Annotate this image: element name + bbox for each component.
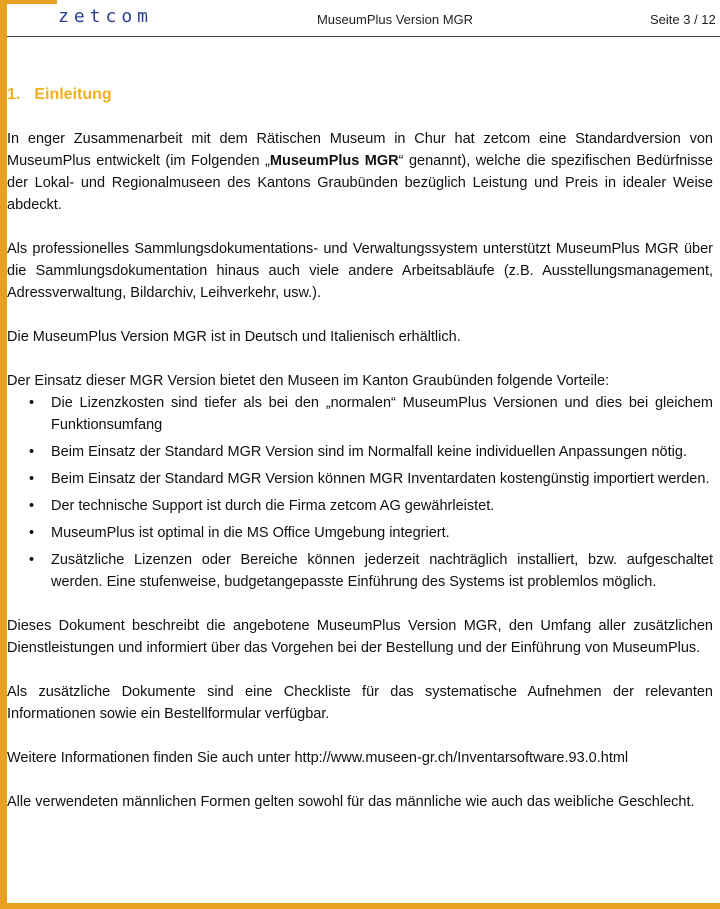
list-item-text: MuseumPlus ist optimal in die MS Office Umgebung integriert.	[51, 525, 450, 541]
bullet-icon: •	[29, 395, 35, 411]
paragraph-advantages-intro: Der Einsatz dieser MGR Version bietet den Museen im Kanton Graubünden folgende Vorteile:	[7, 373, 610, 389]
list-item	[7, 392, 713, 436]
page-left-border	[0, 0, 7, 909]
list-item-text: Beim Einsatz der Standard MGR Version können MGR Inventardaten kostengünstig importiert werden.	[51, 471, 710, 487]
section-number: 1.	[7, 86, 21, 103]
list-item	[7, 468, 713, 490]
section-heading	[7, 84, 713, 106]
list-item-text: Zusätzliche Lizenzen oder Bereiche können jederzeit nachträglich installiert, bzw. aufgeschaltet werden. Eine stufenweise, budgetangepasste Einführung des Systems ist problemlos möglich.	[51, 552, 713, 590]
paragraph-gender-note: Alle verwendeten männlichen Formen gelten sowohl für das männliche wie auch das weibliche Geschlecht.	[7, 794, 695, 810]
header-divider	[7, 36, 720, 37]
paragraph-languages: Die MuseumPlus Version MGR ist in Deutsch und Italienisch erhältlich.	[7, 329, 461, 345]
logo-accent-bar	[7, 0, 57, 4]
advantages-list	[7, 392, 713, 593]
page-body	[7, 84, 713, 835]
paragraph-intro-end: “ genannt), welche die spezifischen Bedürfnisse der Lokal- und Regionalmuseen des Kantons Graubünden bezüglich Leistung und Preis in idealer Weise abdeckt.	[7, 153, 713, 213]
paragraph-intro	[7, 128, 713, 216]
paragraph-additional-docs: Als zusätzliche Dokumente sind eine Checkliste für das systematische Aufnehmen der relevanten Informationen sowie ein Bestellformular verfügbar.	[7, 684, 713, 722]
paragraph-more-info: Weitere Informationen finden Sie auch unter http://www.museen-gr.ch/Inventarsoftware.93.0.html	[7, 750, 629, 766]
header-document-title: MuseumPlus Version MGR	[316, 12, 474, 27]
bullet-icon: •	[29, 498, 35, 514]
page-header	[0, 0, 720, 36]
list-item-text: Der technische Support ist durch die Firma zetcom AG gewährleistet.	[51, 498, 495, 514]
bullet-icon: •	[29, 471, 35, 487]
zetcom-logo: zetcom	[58, 6, 154, 27]
section-title: Einleitung	[34, 86, 112, 103]
product-name-bold: MuseumPlus MGR	[269, 153, 399, 169]
header-page-number: Seite 3 / 12	[650, 12, 716, 27]
list-item	[7, 522, 713, 544]
page-bottom-border	[0, 903, 720, 909]
paragraph-document-scope: Dieses Dokument beschreibt die angebotene MuseumPlus Version MGR, den Umfang aller zusätzlichen Dienstleistungen und informiert über das Vorgehen bei der Bestellung und der Einführung von MuseumPlus.	[7, 618, 713, 656]
paragraph-system: Als professionelles Sammlungsdokumentations- und Verwaltungssystem unterstützt MuseumPlus MGR über die Sammlungsdokumentation hinaus auch viele andere Arbeitsabläufe (z.B. Ausstellungsmanagement, Adressverwaltung, Bildarchiv, Leihverkehr, usw.).	[7, 241, 713, 301]
list-item	[7, 441, 713, 463]
list-item-text: Beim Einsatz der Standard MGR Version sind im Normalfall keine individuellen Anpassungen nötig.	[51, 444, 687, 460]
bullet-icon: •	[29, 525, 35, 541]
bullet-icon: •	[29, 444, 35, 460]
list-item	[7, 549, 713, 593]
bullet-icon: •	[29, 552, 35, 568]
list-item	[7, 495, 713, 517]
list-item-text: Die Lizenzkosten sind tiefer als bei den „normalen“ MuseumPlus Versionen und dies bei gleichem Funktionsumfang	[51, 395, 713, 433]
paragraph-intro-start: In enger Zusammenarbeit mit dem Rätischen Museum in Chur hat zetcom eine Standardversion von MuseumPlus entwickelt (im Folgenden „	[7, 131, 713, 169]
